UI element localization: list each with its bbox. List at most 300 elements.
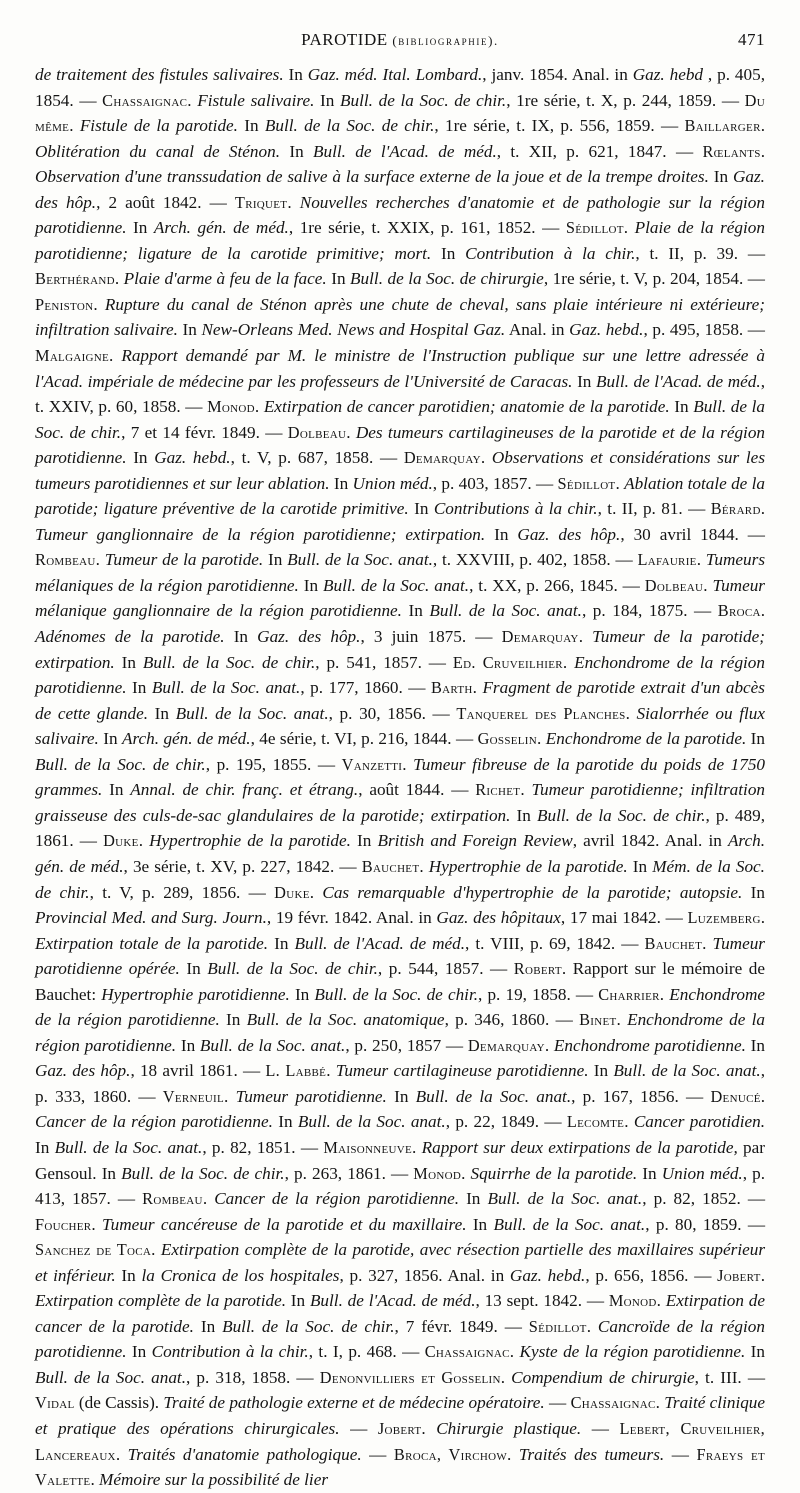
work-title: Bull. de la Soc. de chir. [35, 397, 765, 442]
citation-detail: In [572, 371, 596, 391]
citation-detail: . [480, 448, 492, 468]
author-name: Ed. Cruveilhier [452, 652, 563, 672]
citation-detail: , 4e série, t. VI, p. 216, 1844. — [250, 729, 478, 749]
citation-detail: . [309, 882, 323, 902]
work-title: Fistule de la parotide. [79, 116, 238, 136]
citation-detail: . [659, 984, 670, 1004]
work-title: Gaz. hebd [632, 65, 704, 84]
citation-detail: , t. VIII, p. 69, 1842. — [465, 933, 645, 953]
author-name: Robert [513, 959, 562, 979]
citation-detail: , t. III. — [694, 1367, 766, 1387]
author-name: Sédillot [565, 218, 624, 238]
citation-detail: . [625, 703, 637, 723]
work-title: Bull. de la Soc. anat. [54, 1137, 203, 1157]
work-title: la Cronica de los hospitales [141, 1265, 340, 1285]
author-name: Monod [413, 1163, 462, 1183]
citation-detail: . [115, 1444, 128, 1464]
work-title: Tumeur parotidienne opérée. [35, 933, 765, 979]
citation-detail: . [346, 422, 356, 442]
work-title: Bull. de la Soc. de chir. [222, 1316, 395, 1336]
work-title: Extirpation complète de la parotide. [35, 1291, 287, 1311]
citation-detail: , 7 févr. 1849. — [394, 1316, 529, 1336]
citation-detail: In [588, 1061, 614, 1081]
citation-detail: , p. 346, 1860. — [444, 1010, 580, 1030]
author-name: Bauchet [361, 856, 420, 876]
citation-detail: In [326, 269, 351, 289]
citation-detail: , p. 403, 1857. — [432, 473, 558, 493]
running-title [35, 30, 765, 50]
citation-detail: , 18 avril 1861. — [130, 1061, 266, 1081]
work-title: Bull. de la Soc. anat. [415, 1086, 572, 1106]
citation-detail: In [745, 1035, 765, 1055]
work-title: Bull. de la Soc. de chir. [207, 959, 378, 979]
work-title: Bull. de la Soc. de chir. [121, 1163, 285, 1183]
citation-detail: . Rapport sur le mémoire de Bauchet: [35, 959, 765, 1004]
author-name: Dolbeau [644, 575, 704, 595]
citation-detail: . [326, 1061, 336, 1081]
citation-detail: In [742, 882, 765, 902]
work-title: Bull. de la Soc. anat. [199, 1035, 346, 1055]
citation-detail: . [509, 1342, 520, 1362]
citation-detail: In [401, 601, 430, 621]
author-name: Denonvilliers et Gosselin [319, 1367, 501, 1387]
author-name: Triquet [234, 192, 288, 212]
author-name: Monod [608, 1291, 657, 1311]
work-title: Cas remarquable d'hypertrophie de la parotide; autopsie. [322, 882, 743, 902]
work-title: Sialorrhée ou flux salivaire. [35, 703, 765, 749]
work-title: Traités d'anatomie pathologique. [127, 1444, 362, 1464]
author-name: Foucher [35, 1214, 92, 1234]
work-title: Contributions à la chir. [433, 499, 598, 519]
author-name: Chassaignac [570, 1393, 656, 1413]
author-name: Du même [35, 90, 765, 136]
citation-detail: . [138, 831, 150, 851]
citation-detail: . [287, 192, 300, 212]
citation-detail: , 13 sept. 1842. — [475, 1291, 609, 1311]
work-title: Cancer de la région parotidienne. [214, 1189, 460, 1209]
work-title: Tumeur ganglionnaire de la région parotidienne; extirpation. [35, 524, 486, 544]
work-title: Gaz. hebd. [154, 448, 231, 468]
citation-detail: — [361, 1444, 394, 1464]
citation-detail: In [102, 780, 131, 800]
work-title: Bull. de la Soc. anat. [613, 1061, 761, 1081]
citation-detail: In [466, 1214, 494, 1234]
work-title: Cancer de la région parotidienne. [35, 1112, 273, 1132]
author-name: Tanquerel des Planches [456, 703, 626, 723]
work-title: Tumeur fibreuse de la parotide du poids de 1750 grammes. [35, 754, 766, 800]
work-title: Hypertrophie de la parotide. [428, 856, 628, 876]
citation-detail: , avril 1842. Anal. in [572, 831, 728, 851]
work-title: Hypertrophie de la parotide. [149, 831, 351, 851]
work-title: Plaie d'arme à feu de la face. [123, 269, 327, 289]
citation-detail: . [69, 116, 80, 136]
citation-detail: . [109, 346, 122, 366]
citation-detail: In [263, 550, 288, 570]
work-title: British and Foreign Review [377, 831, 573, 851]
citation-detail: In [431, 243, 466, 263]
citation-detail: , 2 août 1842. — [96, 192, 235, 212]
work-title: Tumeur de la parotide; extirpation. [35, 627, 765, 672]
running-title-main: PAROTIDE [301, 30, 388, 49]
citation-detail: , p. 413, 1857. — [35, 1163, 766, 1209]
citation-detail: . [703, 575, 713, 595]
work-title: Bull. de la Soc. de chir. [314, 984, 479, 1004]
citation-detail: In [408, 499, 434, 519]
citation-detail: , août 1844. — [358, 780, 476, 800]
work-title: Rapport demandé par M. le ministre de l'Instruction publique sur une lettre adressée à l'Acad. impériale de médecine par les professeurs de l'Université de Caracas. [35, 346, 765, 391]
citation-detail: . [656, 1291, 666, 1311]
citation-detail: . [91, 1214, 103, 1234]
work-title: Extirpation complète de la parotide, avec résection partielle des maxillaires supérieur et inférieur. [35, 1240, 766, 1285]
work-title: Bull. de la Soc. anat. [493, 1214, 646, 1234]
author-name: Fraeys et Valette [35, 1444, 766, 1490]
citation-detail: In [126, 218, 154, 238]
author-name: Monod [207, 397, 255, 417]
work-title: Bull. de l'Acad. de méd. [294, 933, 466, 953]
work-title: Tumeur de la parotide. [104, 550, 264, 570]
citation-detail: , 3 juin 1875. — [360, 627, 502, 647]
author-name: Broca [717, 601, 761, 621]
author-name: Rombeau [35, 550, 96, 570]
author-name: Duke [103, 831, 139, 851]
citation-detail: , t. V, p. 289, 1856. — [89, 882, 275, 902]
work-title: Cancer parotidien. [633, 1112, 766, 1132]
citation-detail: . [93, 294, 105, 314]
page-number: 471 [738, 30, 765, 49]
work-title: Arch. gén. de méd. [153, 218, 289, 238]
author-name: Baillarger [684, 116, 761, 136]
author-name: Charrier [598, 984, 660, 1004]
citation-detail: . [586, 1316, 598, 1336]
work-title: Bull. de la Soc. anat. [35, 1367, 186, 1387]
author-name: Vanzetti [341, 754, 403, 774]
citation-detail: , t. II, p. 39. — [635, 243, 766, 263]
citation-detail: In [350, 831, 378, 851]
citation-detail: , t. XXIV, p. 60, 1858. — [35, 371, 765, 417]
citation-detail: . [615, 473, 625, 493]
citation-detail: . [696, 550, 706, 570]
author-name: Lecomte [566, 1112, 625, 1132]
author-name: Sédillot [528, 1316, 587, 1336]
citation-detail: — [339, 1418, 378, 1438]
citation-detail: . [202, 1189, 215, 1209]
citation-detail: . [151, 1240, 161, 1260]
citation-detail: In [114, 652, 143, 672]
work-title: Mémoire sur la possibilité de lier [99, 1470, 329, 1490]
citation-detail: In [459, 1189, 488, 1209]
work-title: Tumeur parotidienne. [235, 1086, 387, 1106]
citation-detail: . [760, 908, 765, 928]
citation-detail: . [760, 601, 766, 621]
citation-detail: In [510, 805, 537, 825]
citation-detail: . [624, 1112, 634, 1132]
work-title: New-Orleans Med. News and Hospital Gaz. [201, 320, 506, 340]
work-title: Union méd. [352, 473, 433, 493]
work-title: Bull. de la Soc. de chir. [35, 754, 206, 774]
work-title: Plaie de la région parotidienne; ligature de la carotide primitive; mort. [35, 218, 765, 263]
work-title: de traitement des fistules salivaires. [35, 65, 284, 84]
citation-detail: , p. 541, 1857. — [315, 652, 453, 672]
author-name: Jobert [717, 1265, 761, 1285]
citation-detail: , p. 184, 1875. — [581, 601, 718, 621]
work-title: Extirpation de cancer de la parotide. [35, 1291, 766, 1336]
author-name: Demarquay [467, 1035, 545, 1055]
citation-detail: , p. 82, 1851. — [202, 1137, 324, 1157]
citation-detail: . [187, 90, 198, 110]
work-title: Chirurgie plastique. [436, 1418, 582, 1438]
work-title: Gaz. hebd. [569, 320, 644, 340]
author-name: Duke [274, 882, 310, 902]
author-name: L. Labbé [265, 1061, 327, 1081]
work-title: Ablation totale de la parotide; ligature préventive de la carotide primitive. [35, 473, 766, 519]
work-title: Compendium de chirurgie [511, 1367, 695, 1387]
work-title: Bull. de la Soc. anatomique [246, 1010, 445, 1030]
citation-detail: . [520, 780, 532, 800]
citation-detail: In [289, 984, 315, 1004]
citation-detail: . [655, 1393, 665, 1413]
citation-detail: . [616, 1010, 628, 1030]
citation-detail: , t. V, p. 687, 1858. — [230, 448, 404, 468]
work-title: Hypertrophie parotidienne. [101, 984, 290, 1004]
citation-detail: (de Cassis). [74, 1393, 164, 1413]
author-name: Gosselin [477, 729, 538, 749]
author-name: Demarquay [501, 627, 579, 647]
citation-detail: , janv. 1854. Anal. in [482, 65, 633, 84]
citation-detail: , p. 22, 1849. — [445, 1112, 567, 1132]
citation-detail: , p. 82, 1852. — [642, 1189, 766, 1209]
citation-detail: In [126, 678, 152, 698]
citation-detail: In [329, 473, 353, 493]
work-title: Nouvelles recherches d'anatomie et de pathologie sur la région parotidienne. [35, 192, 765, 238]
citation-detail: . [760, 141, 765, 161]
citation-detail: , p. 495, 1858. — [643, 320, 765, 340]
citation-detail: — [581, 1418, 620, 1438]
citation-detail: , 30 avril 1844. — [620, 524, 765, 544]
citation-detail: , 3e série, t. XV, p. 227, 1842. — [123, 856, 362, 876]
citation-detail: , p. 195, 1855. — [205, 754, 342, 774]
citation-detail: , 1re série, t. V, p. 204, 1854. — [543, 269, 765, 289]
citation-detail: In [126, 1342, 152, 1362]
citation-detail: , t. XII, p. 621, 1847. — [496, 141, 703, 161]
work-title: Bull. de la Soc. de chir. [536, 805, 706, 825]
author-name: Lafaurie [637, 550, 697, 570]
work-title: Enchondrome parotidienne. [553, 1035, 746, 1055]
citation-detail: . [702, 933, 713, 953]
citation-detail: . [472, 678, 483, 698]
work-title: Gaz. des hôpitaux [436, 908, 561, 928]
author-name: Chassaignac [102, 90, 188, 110]
work-title: Tumeurs mélaniques de la région parotidienne. [35, 550, 766, 595]
citation-detail: . [507, 1444, 519, 1464]
citation-detail: . [254, 397, 264, 417]
citation-detail: , t. XX, p. 266, 1845. — [469, 575, 645, 595]
work-title: Traités des tumeurs. [518, 1444, 665, 1464]
citation-detail: In [669, 397, 694, 417]
author-name: Vidal [35, 1393, 75, 1413]
work-title: Traité de pathologie externe et de médecine opératoire. [163, 1393, 545, 1413]
citation-detail: . [544, 1035, 554, 1055]
author-name: Chassaignac [424, 1342, 510, 1362]
work-title: Enchondrome de la parotide. [545, 729, 747, 749]
citation-detail: , t. I, p. 468. — [308, 1342, 425, 1362]
work-title: Bull. de la Soc. anat. [487, 1189, 643, 1209]
work-title: Traité clinique et pratique des opérations chirurgicales. [35, 1393, 766, 1438]
citation-detail: , t. II, p. 81. — [597, 499, 711, 519]
citation-detail: . [537, 729, 546, 749]
author-name: Rombeau [142, 1189, 203, 1209]
author-name: Dolbeau [287, 422, 347, 442]
author-name: Luzemberg [687, 908, 761, 928]
author-name: Peniston [35, 294, 94, 314]
citation-detail: In [280, 141, 314, 161]
citation-detail: In [268, 933, 295, 953]
running-title-sub: (bibliographie). [392, 33, 499, 48]
citation-detail: . [114, 269, 124, 289]
author-name: Bérard [710, 499, 761, 519]
citation-detail: . [562, 652, 575, 672]
work-title: Squirrhe de la parotide. [470, 1163, 638, 1183]
citation-detail: In [283, 65, 308, 84]
citation-detail: In [126, 448, 155, 468]
work-title: Observation d'une transsudation de salive à la surface externe de la joue et de la trempe droites. [35, 167, 709, 187]
citation-detail: . [224, 1086, 236, 1106]
citation-detail: . [412, 1137, 422, 1157]
citation-detail: , p. 177, 1860. — [300, 678, 431, 698]
citation-detail: , 17 mai 1842. — [560, 908, 688, 928]
work-title: Bull. de la Soc. de chirurgie [350, 269, 544, 289]
work-title: Bull. de la Soc. anat. [322, 575, 470, 595]
author-name: Denucé [710, 1086, 761, 1106]
citation-detail: . [760, 1086, 766, 1106]
work-title: Gaz. des hôp. [517, 524, 621, 544]
author-name: Lebert, Cruveilhier, Lancereaux [35, 1418, 766, 1464]
citation-detail: In [177, 320, 202, 340]
citation-detail: , p. 19, 1858. — [478, 984, 599, 1004]
citation-detail: . [419, 856, 429, 876]
work-title: Union méd. [661, 1163, 743, 1183]
citation-detail: In [98, 729, 122, 749]
work-title: Observations et considérations sur les tumeurs parotidiennes et sur leur ablation. [35, 448, 766, 493]
author-name: Verneuil [162, 1086, 225, 1106]
citation-detail: In [115, 1265, 142, 1285]
work-title: Provincial Med. and Surg. Journ. [35, 908, 267, 928]
work-title: Gaz. des hôp. [35, 1061, 131, 1081]
author-name: Maisonneuve [323, 1137, 413, 1157]
work-title: Bull. de la Soc. anat. [297, 1112, 446, 1132]
work-title: Gaz. hebd. [509, 1265, 586, 1285]
citation-detail: In [224, 627, 258, 647]
citation-detail: In [637, 1163, 662, 1183]
citation-detail: — [664, 1444, 697, 1464]
citation-detail: , p. 327, 1856. Anal. in [339, 1265, 510, 1285]
author-name: Berthérand [35, 269, 115, 289]
work-title: Fragment de parotide extrait d'un abcès de cette glande. [35, 678, 766, 723]
citation-detail: . [760, 499, 765, 519]
work-title: Bull. de la Soc. de chir. [142, 652, 316, 672]
citation-detail: , p. 405, 1854. — [35, 65, 766, 110]
work-title: Enchondrome de la région parotidienne. [35, 984, 766, 1030]
work-title: Kyste de la région parotidienne. [519, 1342, 746, 1362]
citation-detail: In [298, 575, 323, 595]
citation-detail: In [485, 524, 518, 544]
author-name: Rœlants [702, 141, 761, 161]
work-title: Des tumeurs cartilagineuses de la parotide et de la région parotidienne. [35, 422, 766, 468]
work-title: Fistule salivaire. [197, 90, 315, 110]
citation-detail: , 1re série, t. XXIX, p. 161, 1852. — [288, 218, 566, 238]
citation-detail: — [544, 1393, 571, 1413]
work-title: Bull. de l'Acad. de méd. [595, 371, 761, 391]
citation-detail: . [461, 1163, 471, 1183]
citation-detail: Anal. in [505, 320, 570, 340]
citation-detail: , p. 544, 1857. — [377, 959, 514, 979]
citation-detail: . [623, 218, 635, 238]
citation-detail: In [745, 1342, 765, 1362]
work-title: Bull. de l'Acad. de méd. [313, 141, 497, 161]
work-title: Contribution à la chir. [465, 243, 636, 263]
work-title: Gaz. des hôp. [257, 627, 361, 647]
bibliography-text [35, 62, 765, 1493]
citation-detail: In [746, 729, 765, 749]
citation-detail: In [708, 167, 733, 187]
work-title: Enchondrome de la région parotidienne. [35, 1010, 765, 1055]
work-title: Bull. de l'Acad. de méd. [309, 1291, 476, 1311]
work-title: Adénomes de la parotide. [35, 627, 225, 647]
citation-detail: , p. 80, 1859. — [645, 1214, 766, 1234]
citation-detail: , t. XXVIII, p. 402, 1858. — [432, 550, 638, 570]
work-title: Gaz. méd. Ital. Lombard. [307, 65, 483, 84]
author-name: Jobert [377, 1418, 422, 1438]
work-title: Bull. de la Soc. anat. [175, 703, 329, 723]
citation-detail: In [386, 1086, 416, 1106]
work-title: Extirpation de cancer parotidien; anatomie de la parotide. [263, 397, 670, 417]
author-name: Broca, Virchow [393, 1444, 508, 1464]
author-name: Bauchet [644, 933, 703, 953]
work-title: Cancroïde de la région parotidienne. [35, 1316, 765, 1362]
citation-detail: . [95, 550, 105, 570]
citation-detail: . [421, 1418, 437, 1438]
work-title: Arch. gén. de méd. [35, 831, 766, 876]
work-title: Bull. de la Soc. anat. [287, 550, 433, 570]
citation-detail: . [760, 1265, 765, 1285]
work-title: Rupture du canal de Sténon après une chute de cheval, sans plaie intérieure ni extérieure; infiltration salivaire. [35, 294, 765, 340]
citation-detail: . [500, 1367, 512, 1387]
citation-detail: In [148, 703, 176, 723]
citation-detail: par Gensoul. In [35, 1137, 766, 1183]
citation-detail: , p. 489, 1861. — [35, 805, 765, 851]
work-title: Bull. de la Soc. anat. [151, 678, 301, 698]
work-title: Gaz. des hôp. [35, 167, 765, 212]
work-title: Tumeur cancéreuse de la parotide et du maxillaire. [102, 1214, 467, 1234]
work-title: Bull. de la Soc. anat. [429, 601, 582, 621]
work-title: Oblitération du canal de Sténon. [35, 141, 281, 161]
citation-detail: , 1re série, t. IX, p. 556, 1859. — [434, 116, 685, 136]
citation-detail: . [760, 116, 765, 136]
citation-detail: In [314, 90, 341, 110]
citation-detail: In [179, 959, 208, 979]
citation-detail: In [176, 1035, 200, 1055]
work-title: Contribution à la chir. [151, 1342, 309, 1362]
citation-detail: , p. 318, 1858. — [186, 1367, 320, 1387]
work-title: Bull. de la Soc. de chir. [264, 116, 435, 136]
citation-detail: . [402, 754, 414, 774]
citation-detail: , p. 167, 1856. — [571, 1086, 711, 1106]
author-name: Sédillot [557, 473, 616, 493]
citation-detail: In [286, 1291, 310, 1311]
citation-detail: In [219, 1010, 247, 1030]
author-name: Binet [579, 1010, 617, 1030]
author-name: Malgaigne [35, 346, 110, 366]
work-title: Tumeur mélanique ganglionnaire de la région parotidienne. [35, 575, 765, 621]
